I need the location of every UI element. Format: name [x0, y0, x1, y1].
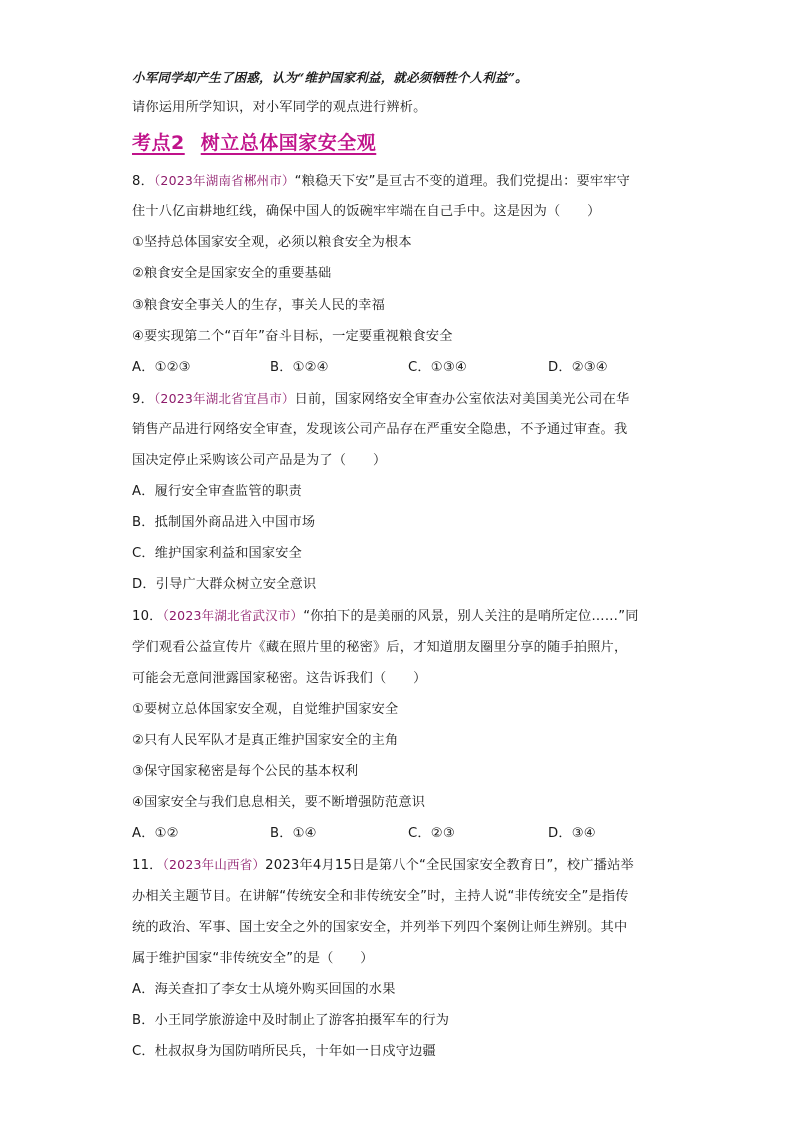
- question-9-number: 9．: [132, 392, 154, 407]
- question-8-options: [132, 358, 608, 378]
- question-8-line-2: 住十八亿亩耕地红线，确保中国人的饭碗牢牢端在自己手中。这是因为（ ）: [132, 204, 601, 219]
- question-10-option-c[interactable]: C．②③: [408, 826, 455, 841]
- question-11-line-2: 办相关主题节目。在讲解“传统安全和非传统安全”时，主持人说“非传统安全”是指传: [132, 889, 629, 904]
- question-9-line-3: 国决定停止采购该公司产品是为了（ ）: [132, 453, 387, 468]
- question-10-option-d[interactable]: D．③④: [548, 826, 596, 841]
- question-8-option-b[interactable]: B．①②④: [270, 360, 329, 375]
- question-10-statement-4: ④国家安全与我们息息相关，要不断增强防范意识: [132, 795, 426, 810]
- question-9-option-a[interactable]: A．履行安全审查监管的职责: [132, 484, 302, 499]
- question-9-line-1: 9．（2023年湖北省宜昌市）日前，国家网络安全审查办公室依法对美国美光公司在华: [132, 391, 630, 407]
- question-11-line-1: 11．（2023年山西省）2023年4月15日是第八个“全民国家安全教育日”，校广播站举: [132, 857, 634, 873]
- question-10-line-2: 学们观看公益宣传片《藏在照片里的秘密》后，才知道朋友圈里分享的随手拍照片，: [132, 640, 628, 655]
- question-10-number: 10．: [132, 609, 163, 624]
- question-8-option-a[interactable]: A．①②③: [132, 360, 191, 375]
- section-heading: [132, 130, 376, 156]
- question-8-line-1: 8．（2023年湖南省郴州市）“粮稳天下安”是亘古不变的道理。我们党提出：要牢牢守: [132, 173, 631, 189]
- question-9-source: （2023年湖北省宜昌市）: [153, 391, 295, 406]
- question-11-option-b[interactable]: B．小王同学旅游途中及时制止了游客拍摄军车的行为: [132, 1013, 450, 1028]
- section-label: 考点2: [132, 132, 185, 154]
- question-8-statement-1: ①坚持总体国家安全观，必须以粮食安全为根本: [132, 235, 412, 250]
- question-8-source: （2023年湖南省郴州市）: [153, 173, 295, 188]
- question-11-option-c[interactable]: C．杜叔叔身为国防哨所民兵，十年如一日戍守边疆: [132, 1044, 436, 1059]
- question-10-line-3: 可能会无意间泄露国家秘密。这告诉我们（ ）: [132, 671, 427, 686]
- question-10-line-1: 10．（2023年湖北省武汉市）“你拍下的是美丽的风景，别人关注的是哨所定位……”同: [132, 608, 639, 624]
- section-title: 树立总体国家安全观: [200, 132, 377, 154]
- question-8-number: 8．: [132, 174, 154, 189]
- question-10-option-b[interactable]: B．①④: [270, 826, 317, 841]
- question-10-statement-3: ③保守国家秘密是每个公民的基本权利: [132, 764, 359, 779]
- question-11-line-4: 属于维护国家“非传统安全”的是（ ）: [132, 951, 374, 966]
- intro-line-2: 请你运用所学知识，对小军同学的观点进行辨析。: [132, 100, 427, 115]
- question-9-line-2: 销售产品进行网络安全审查，发现该公司产品存在严重安全隐患，不予通过审查。我: [132, 422, 628, 437]
- question-9-option-d[interactable]: D．引导广大群众树立安全意识: [132, 577, 317, 592]
- question-11-number: 11．: [132, 858, 163, 873]
- question-8-statement-4: ④要实现第二个“百年”奋斗目标，一定要重视粮食安全: [132, 329, 453, 344]
- question-10-statement-2: ②只有人民军队才是真正维护国家安全的主角: [132, 733, 399, 748]
- question-10-option-a[interactable]: A．①②: [132, 826, 179, 841]
- question-8-option-c[interactable]: C．①③④: [408, 360, 467, 375]
- question-10-statement-1: ①要树立总体国家安全观，自觉维护国家安全: [132, 702, 399, 717]
- question-10-options: [132, 824, 596, 844]
- question-10-source: （2023年湖北省武汉市）: [162, 608, 304, 623]
- question-9-option-c[interactable]: C．维护国家利益和国家安全: [132, 546, 303, 561]
- question-8-option-d[interactable]: D．②③④: [548, 360, 608, 375]
- question-11-option-a[interactable]: A．海关查扣了李女士从境外购买回国的水果: [132, 982, 396, 997]
- question-8-statement-2: ②粮食安全是国家安全的重要基础: [132, 266, 332, 281]
- question-8-statement-3: ③粮食安全事关人的生存，事关人民的幸福: [132, 298, 385, 313]
- question-9-option-b[interactable]: B．抵制国外商品进入中国市场: [132, 515, 316, 530]
- question-11-line-3: 统的政治、军事、国土安全之外的国家安全，并列举下列四个案例让师生辨别。其中: [132, 920, 628, 935]
- intro-line-1: 小军同学却产生了困惑，认为“维护国家利益，就必须牺牲个人利益”。: [132, 70, 528, 85]
- question-11-source: （2023年山西省）: [162, 857, 266, 872]
